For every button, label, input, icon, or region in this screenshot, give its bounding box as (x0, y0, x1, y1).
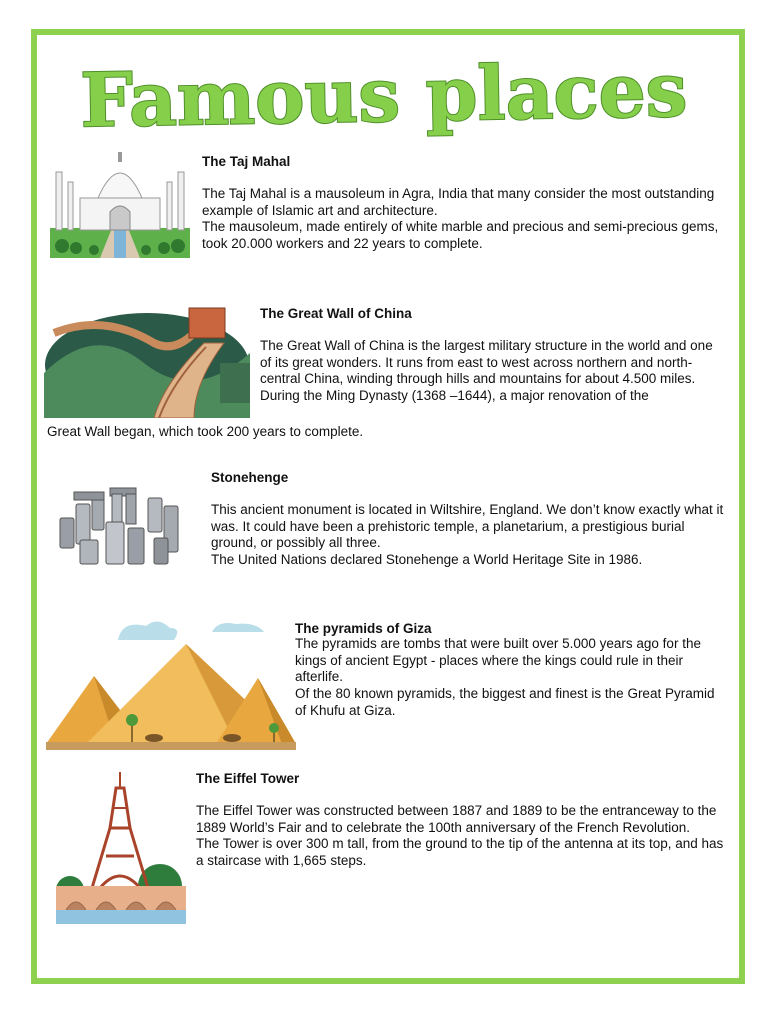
section-heading: The pyramids of Giza (295, 621, 432, 636)
section-text: The Taj Mahal is a mausoleum in Agra, India that many consider the most outstanding example of Islamic art and architecture. The mausoleum, made entirely of white marble and precious and semi-precious gems, took 20.000 workers and 22 years to complete. (202, 186, 719, 252)
section-text: This ancient monument is located in Wiltshire, England. We don’t know exactly what it was. It could have been a prehistoric temple, a planetarium, a prestigious burial ground, or possibly all three. The United Nations declared Stonehenge a World Heritage Site in 1986. (211, 502, 724, 568)
section-text: Great Wall began, which took 200 years to complete. (47, 424, 364, 439)
section-heading: The Taj Mahal (202, 154, 291, 169)
page-title-text: Famous places (79, 47, 688, 145)
taj-mahal-illustration (50, 150, 190, 260)
section-great-wall-continued (47, 424, 727, 441)
great-wall-illustration (44, 303, 250, 418)
section-text: The Eiffel Tower was constructed between 1887 and 1889 to be the entranceway to the 1889 World’s Fair and to celebrate the 100th anniversary of the French Revolution. The Tower is over 300 m tall, from the ground to the tip of the antenna at its top, and has a staircase with 1,665 steps. (196, 803, 724, 869)
section-heading: Stonehenge (211, 470, 289, 485)
section-eiffel-tower (196, 771, 726, 870)
page-title (0, 46, 768, 146)
section-pyramids (295, 621, 725, 720)
section-heading: The Great Wall of China (260, 306, 412, 321)
section-great-wall (260, 306, 726, 405)
section-stonehenge (211, 470, 726, 569)
stonehenge-illustration (56, 482, 190, 568)
section-text: The Great Wall of China is the largest military structure in the world and one of its great wonders. It runs from east to west across northern and north-central China, winding through hills and mountains for about 4.500 miles. During the Ming Dynasty (1368 –1644), a major renovation of the (260, 338, 713, 404)
pyramids-illustration (46, 616, 296, 750)
section-heading: The Eiffel Tower (196, 771, 300, 786)
section-taj-mahal (202, 154, 722, 253)
eiffel-tower-illustration (56, 768, 186, 928)
section-text: The pyramids are tombs that were built over 5.000 years ago for the kings of ancient Egypt - places where the kings could rule in their afterlife. Of the 80 known pyramids, the biggest and finest is the Great Pyramid of Khufu at Giza. (295, 636, 715, 718)
